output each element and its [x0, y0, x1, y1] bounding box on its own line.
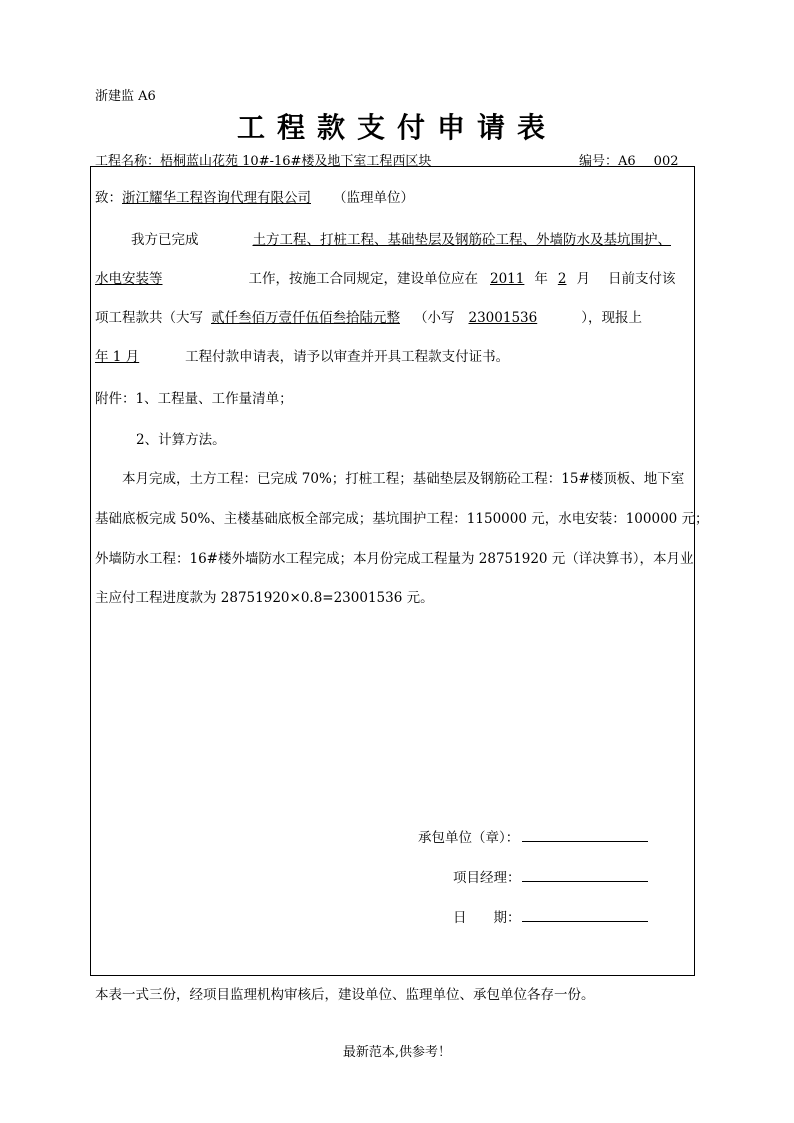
manager-signature-line	[522, 880, 648, 882]
year-unit: 年	[534, 271, 548, 287]
to-label: 致：	[95, 190, 122, 206]
copies-note: 本表一式三份，经项目监理机构审核后，建设单位、监理单位、承包单位各存一份。	[95, 987, 595, 1003]
form-box	[90, 166, 695, 976]
to-company: 浙江耀华工程咨询代理有限公司	[122, 190, 311, 206]
date-label: 日 期：	[453, 910, 521, 926]
p2-mid: 工作，按施工合同规定，建设单位应在	[248, 271, 478, 287]
paragraph-line-2	[95, 267, 675, 287]
paragraph-line-3	[95, 306, 680, 326]
calculation-line-2: 基础底板完成 50%、主楼基础底板全部完成；基坑围护工程：1150000 元，水电安装：100000 元；	[95, 511, 709, 527]
calculation-line-4: 主应付工程进度款为 28751920×0.8=23001536 元。	[95, 590, 434, 606]
project-label: 工程名称：	[95, 154, 161, 169]
p3-tail: ），现报上	[581, 310, 642, 326]
to-role: （监理单位）	[333, 190, 414, 206]
number-value: 002	[653, 154, 679, 169]
addressee-line	[95, 186, 414, 206]
p2-work: 水电安装等	[95, 271, 163, 287]
paragraph-line-4	[95, 345, 509, 365]
number-label: 编号：A6	[579, 154, 636, 169]
p2-tail: 日前支付该	[607, 271, 676, 287]
bottom-note: 最新范本,供参考！	[342, 1045, 452, 1060]
attachment-1: 附件：1、工程量、工作量清单；	[95, 391, 293, 407]
p4-tail: 工程付款申请表，请予以审查并开具工程款支付证书。	[185, 349, 510, 365]
p3-prefix: 项工程款共（大写	[95, 310, 203, 326]
report-period: 年 1 月	[95, 349, 140, 365]
amount-in-figures: 23001536	[468, 310, 538, 326]
manager-label: 项目经理：	[453, 870, 521, 886]
project-name: 梧桐蓝山花苑 10#-16#楼及地下室工程西区块	[160, 154, 432, 169]
month-unit: 月	[576, 271, 590, 287]
p1-work: 土方工程、打桩工程、基础垫层及钢筋砼工程、外墙防水及基坑围护、	[252, 232, 671, 248]
p1-prefix: 我方已完成	[131, 232, 199, 248]
paragraph-line-1	[131, 228, 671, 248]
p3-small-label: （小写	[414, 310, 455, 326]
contractor-label: 承包单位（章）：	[418, 830, 520, 846]
form-code: 浙建监 A6	[95, 89, 156, 104]
calculation-line-3: 外墙防水工程：16#楼外墙防水工程完成；本月份完成工程量为 28751920 元（详决算书），本月业	[95, 551, 694, 567]
attachment-2: 2、计算方法。	[136, 432, 226, 448]
date-signature-line	[522, 920, 648, 922]
amount-in-words: 贰仟叁佰万壹仟伍佰叁拾陆元整	[211, 310, 400, 326]
calculation-line-1: 本月完成，土方工程：已完成 70%；打桩工程；基础垫层及钢筋砼工程：15#楼顶板、地下室	[122, 471, 685, 487]
payment-month: 2	[557, 271, 567, 287]
page-title: 工程款支付申请表	[236, 111, 557, 144]
payment-year: 2011	[490, 271, 525, 287]
contractor-signature-line	[522, 840, 648, 842]
